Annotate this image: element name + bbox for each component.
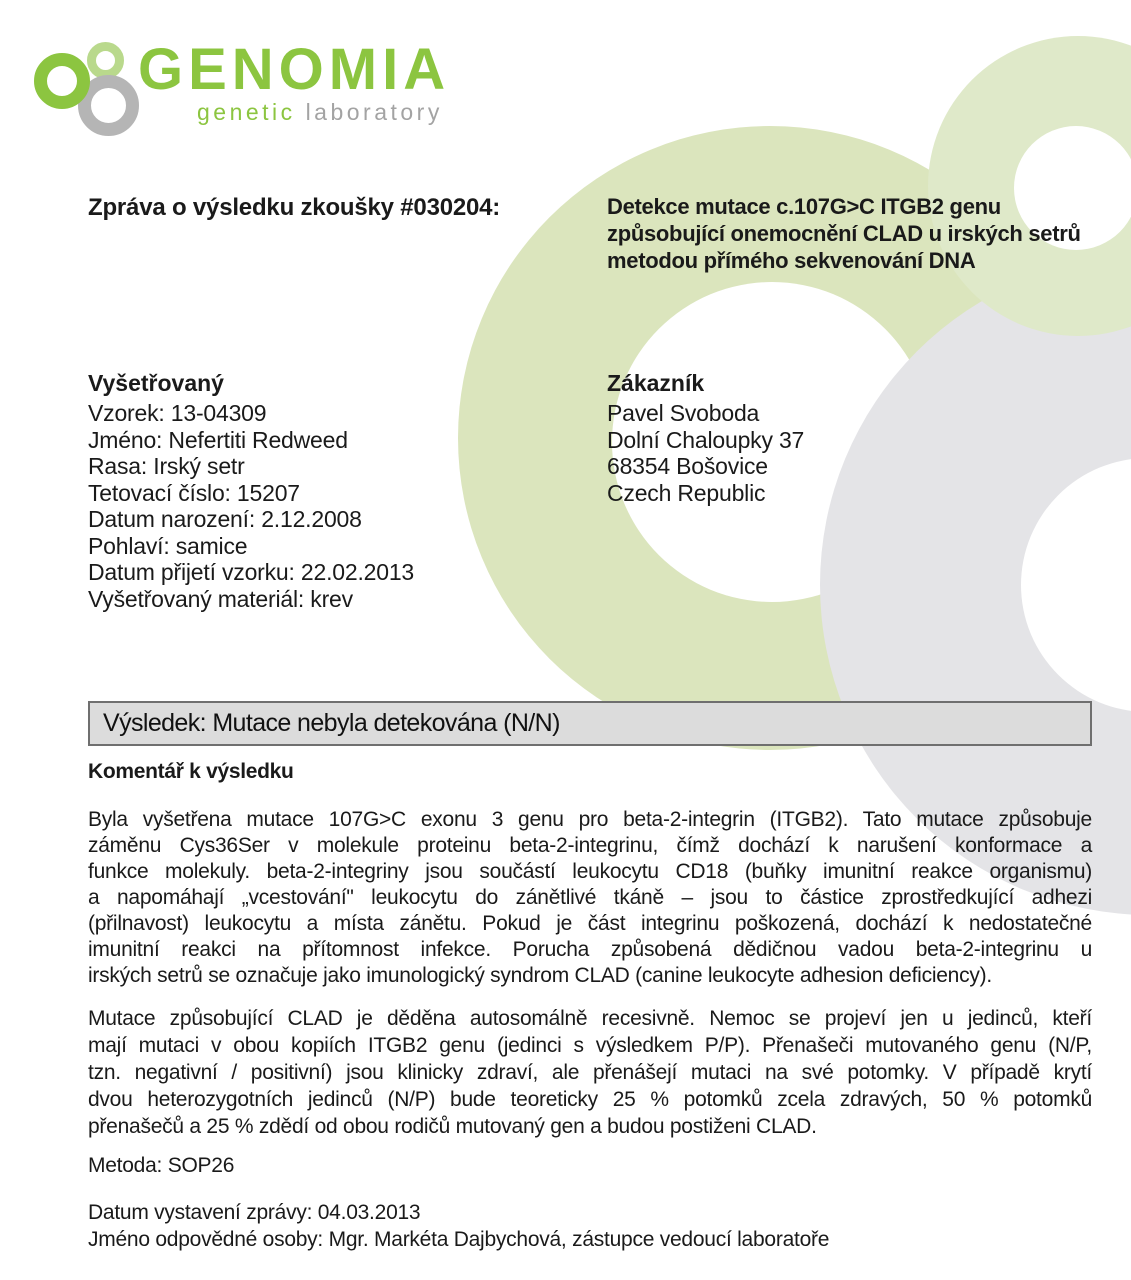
logo-green-ring-icon [34,53,90,109]
subject-section [88,370,568,612]
test-title: Detekce mutace c.107G>C ITGB2 genu způsobující onemocnění CLAD u irských setrů metodou přímého sekvenování DNA [607,194,1081,273]
subject-line: Pohlaví: samice [88,532,248,559]
tagline-laboratory: laboratory [305,99,443,125]
paragraph-line: dvou heterozygotních jedinců (N/P) bude teoreticky 25 % potomků zcela zdravých, 50 % potomků [88,1088,1092,1111]
subject-line: Rasa: Irský setr [88,453,245,479]
responsible-person-line: Jméno odpovědné osoby: Mgr. Markéta Dajbychová, zástupce vedoucí laboratoře [88,1228,830,1251]
issue-date-line: Datum vystavení zprávy: 04.03.2013 [88,1201,421,1224]
comment-paragraph-1 [88,807,1092,989]
subject-line: Datum přijetí vzorku: 22.02.2013 [88,559,414,585]
paragraph-line: funkce molekuly. beta-2-integriny jsou součástí leukocytu CD18 (buňky imunitní reakce organismu) [88,860,1092,883]
brand-wordmark: GENOMIA [138,37,451,102]
subject-line: Vyšetřovaný materiál: krev [88,585,353,612]
genomia-logo [0,0,520,150]
customer-line: 68354 Bošovice [607,453,768,479]
subject-line: Tetovací číslo: 15207 [88,479,300,506]
customer-line: Czech Republic [607,479,766,506]
issue-section [88,1199,829,1253]
method-line: Metoda: SOP26 [88,1154,235,1177]
paragraph-line: irských setrů se označuje jako imunologický syndrom CLAD (canine leukocyte adhesion deficiency). [88,964,992,987]
comment-heading: Komentář k výsledku [88,760,294,783]
paragraph-line: přenašečů a 25 % zdědí od obou rodičů mutovaný gen a budou postiženi CLAD. [88,1115,817,1138]
subject-lines [88,400,568,612]
customer-section [607,370,1027,506]
logo-tagline [197,99,443,126]
customer-heading: Zákazník [607,370,705,396]
paragraph-line: (přilnavost) leukocytu a místa zánětu. Pokud je část integrinu poškozená, dochází k nedostatečné [88,912,1092,935]
paragraph-line: mají mutaci v obou kopiích ITGB2 genu (jedinci s výsledkem P/P). Přenašeči mutovaného genu (N/P, [88,1034,1092,1057]
subject-heading: Vyšetřovaný [88,370,224,396]
subject-line: Vzorek: 13-04309 [88,400,267,426]
paragraph-line: Mutace způsobující CLAD je děděna autosomálně recesivně. Nemoc se projeví jen u jedinců, kteří [88,1007,1092,1030]
logo-small-lightgreen-ring-icon [87,42,124,79]
result-text: Výsledek: Mutace nebyla detekována (N/N) [103,709,560,737]
subject-line: Datum narození: 2.12.2008 [88,506,362,532]
tagline-genetic: genetic [197,99,296,125]
customer-line: Pavel Svoboda [607,400,760,426]
result-banner [88,701,1092,746]
paragraph-line: Byla vyšetřena mutace 107G>C exonu 3 genu pro beta-2-integrin (ITGB2). Tato mutace způsobuje [88,808,1092,831]
comment-paragraph-2 [88,1005,1092,1140]
report-heading: Zpráva o výsledku zkoušky #030204: [88,194,501,221]
paragraph-line: tzn. negativní / positivní) jsou klinicky zdraví, ale přenášejí mutaci na své potomky. V případě krytí [88,1061,1092,1084]
paragraph-line: a napomáhají „vcestování" leukocytu do zánětlivé tkáně – jsou to částice zprostředkující adhezi [88,886,1092,909]
paragraph-line: imunitní reakci na přítomnost infekce. Porucha způsobená dědičnou vadou beta-2-integrinu u [88,938,1092,961]
customer-lines [607,400,1027,506]
customer-line: Dolní Chaloupky 37 [607,426,805,453]
paragraph-line: záměnu Cys36Ser v molekule proteinu beta-2-integrinu, čímž dochází k narušení konformace a [88,834,1092,857]
subject-line: Jméno: Nefertiti Redweed [88,426,348,453]
